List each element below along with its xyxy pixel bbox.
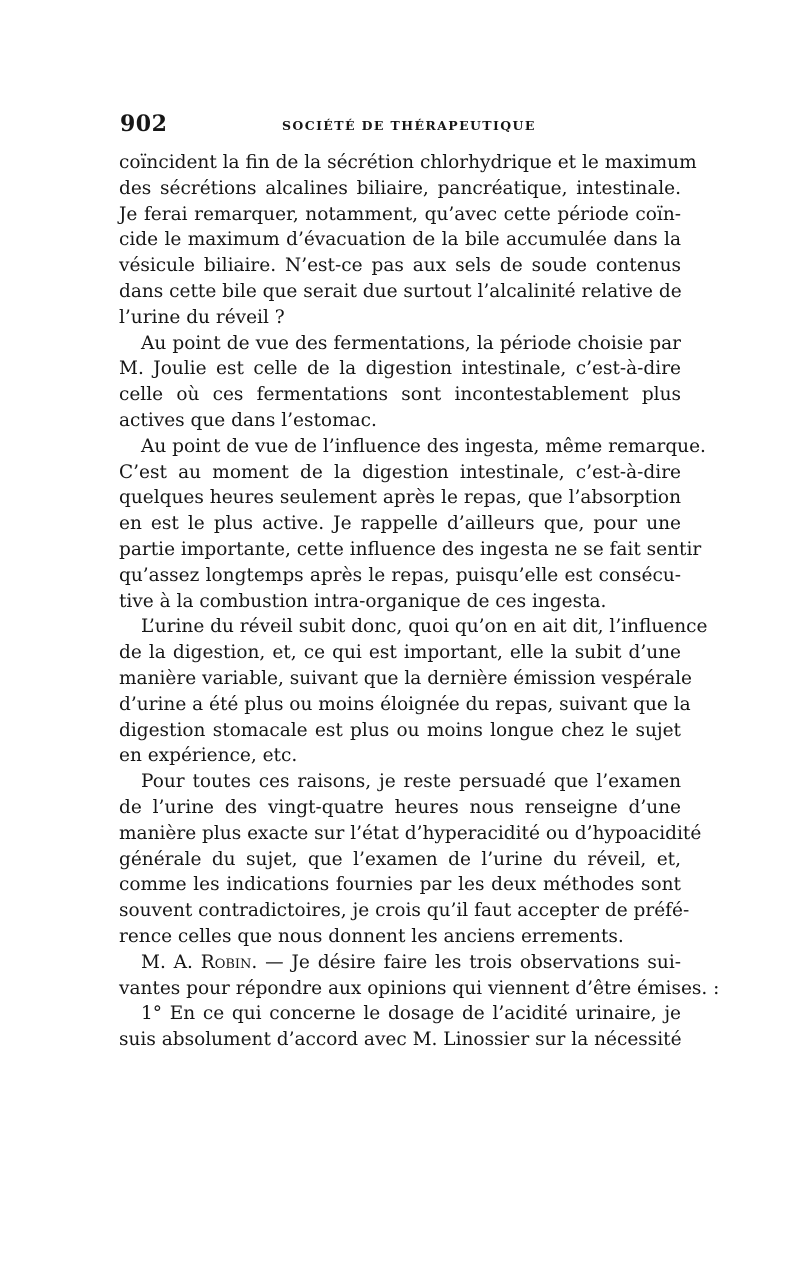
text-line: manière variable, suivant que la dernière émission vespérale xyxy=(119,667,692,689)
page-number: 902 xyxy=(120,111,168,137)
text-line: dans cette bile que serait due surtout l’alcalinité relative de xyxy=(119,280,682,302)
text-line: celle où ces fermentations sont incontestablement plus xyxy=(119,384,681,406)
text-line: tive à la combustion intra-organique de ces ingesta. xyxy=(119,590,607,612)
text-line: digestion stomacale est plus ou moins longue chez le sujet xyxy=(119,719,681,741)
paragraph-start-line: Au point de vue des fermentations, la période choisie par xyxy=(141,332,681,354)
text-line: de l’urine des vingt-quatre heures nous renseigne d’une xyxy=(119,796,681,818)
paragraph-start-line: 1° En ce qui concerne le dosage de l’acidité urinaire, je xyxy=(141,1003,681,1025)
paragraph-start-line: Pour toutes ces raisons, je reste persuadé que l’examen xyxy=(141,771,681,793)
text-line: C’est au moment de la digestion intestinale, c’est-à-dire xyxy=(119,461,681,483)
text-line: partie importante, cette influence des ingesta ne se fait sentir xyxy=(119,538,702,560)
text-line: qu’assez longtemps après le repas, puisqu’elle est consécu- xyxy=(119,564,681,586)
paragraph-start-line: L’urine du réveil subit donc, quoi qu’on en ait dit, l’influence xyxy=(141,616,708,638)
text-line: générale du sujet, que l’examen de l’urine du réveil, et, xyxy=(119,848,681,870)
text-line: coïncident la fin de la sécrétion chlorhydrique et le maximum xyxy=(119,152,697,173)
text-line: actives que dans l’estomac. xyxy=(119,409,377,431)
text-line: M. Joulie est celle de la digestion intestinale, c’est-à-dire xyxy=(119,358,681,380)
text-line: Je ferai remarquer, notamment, qu’avec cette période coïn- xyxy=(119,203,681,225)
text-line: des sécrétions alcalines biliaire, pancréatique, intestinale. xyxy=(119,177,681,199)
speaker-name: M. A. Robin. xyxy=(141,951,258,973)
text-line: vésicule biliaire. N’est-ce pas aux sels de soude contenus xyxy=(119,255,681,277)
text-line: quelques heures seulement après le repas, que l’absorption xyxy=(119,487,681,509)
text-line: rence celles que nous donnent les anciens errements. xyxy=(119,925,624,947)
body-text xyxy=(119,150,720,1053)
text-line: d’urine a été plus ou moins éloignée du repas, suivant que la xyxy=(119,693,691,715)
text-line: manière plus exacte sur l’état d’hyperacidité ou d’hypoacidité xyxy=(119,822,702,844)
text-line: de la digestion, et, ce qui est important, elle la subit d’une xyxy=(119,642,681,664)
paragraph-start-line: Au point de vue de l’influence des ingesta, même remarque. xyxy=(141,435,706,457)
text-line: en expérience, etc. xyxy=(119,745,298,767)
text-line: souvent contradictoires, je crois qu’il faut accepter de préfé- xyxy=(119,900,690,922)
text-line: vantes pour répondre aux opinions qui viennent d’être émises. : xyxy=(119,977,720,999)
speaker-text: — Je désire faire les trois observations sui- xyxy=(257,951,681,973)
text-line: suis absolument d’accord avec M. Linossier sur la nécessité xyxy=(119,1029,682,1051)
text-line: cide le maximum d’évacuation de la bile accumulée dans la xyxy=(119,229,681,251)
speaker-line xyxy=(119,950,681,976)
text-line: comme les indications fournies par les deux méthodes sont xyxy=(119,874,681,896)
running-title: SOCIÉTÉ DE THÉRAPEUTIQUE xyxy=(282,118,536,133)
page-header xyxy=(120,111,680,141)
text-line: en est le plus active. Je rappelle d’ailleurs que, pour une xyxy=(119,513,681,535)
text-line: l’urine du réveil ? xyxy=(119,306,285,328)
